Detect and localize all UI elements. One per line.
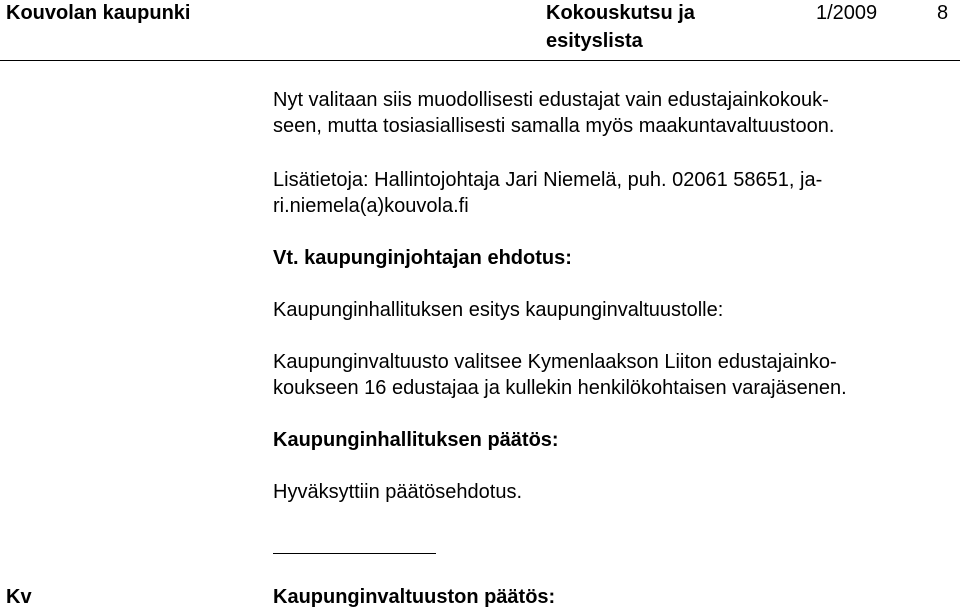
paragraph-line: seen, mutta tosiasiallisesti samalla myös maakuntavaltuustoon.	[273, 115, 835, 137]
board-decision-heading: Kaupunginhallituksen päätös:	[273, 429, 559, 451]
proposal-intro: Kaupunginhallituksen esitys kaupunginvaltuustolle:	[273, 299, 724, 321]
contact-info-line: Lisätietoja: Hallintojohtaja Jari Niemelä, puh. 02061 58651, ja-	[273, 169, 823, 191]
page-number: 8	[937, 2, 949, 24]
proposal-text-line: Kaupunginvaltuusto valitsee Kymenlaakson Liiton edustajainko-	[273, 351, 837, 373]
issue-number: 1/2009	[816, 2, 878, 24]
proposal-text-line: koukseen 16 edustajaa ja kullekin henkilökohtaisen varajäsenen.	[273, 377, 847, 399]
council-decision-heading: Kaupunginvaltuuston päätös:	[273, 586, 556, 608]
document-type-line1: Kokouskutsu ja	[546, 2, 695, 24]
council-label: Kv	[6, 586, 32, 608]
document-type-line2: esityslista	[546, 30, 643, 52]
organization-name: Kouvolan kaupunki	[6, 2, 191, 24]
board-decision-text: Hyväksyttiin päätösehdotus.	[273, 481, 523, 503]
separator-line	[273, 553, 436, 554]
contact-info-line: ri.niemela(a)kouvola.fi	[273, 195, 469, 217]
paragraph-line: Nyt valitaan siis muodollisesti edustajat vain edustajainkokouk-	[273, 89, 829, 111]
proposal-heading: Vt. kaupunginjohtajan ehdotus:	[273, 247, 572, 269]
header-rule	[0, 60, 960, 61]
